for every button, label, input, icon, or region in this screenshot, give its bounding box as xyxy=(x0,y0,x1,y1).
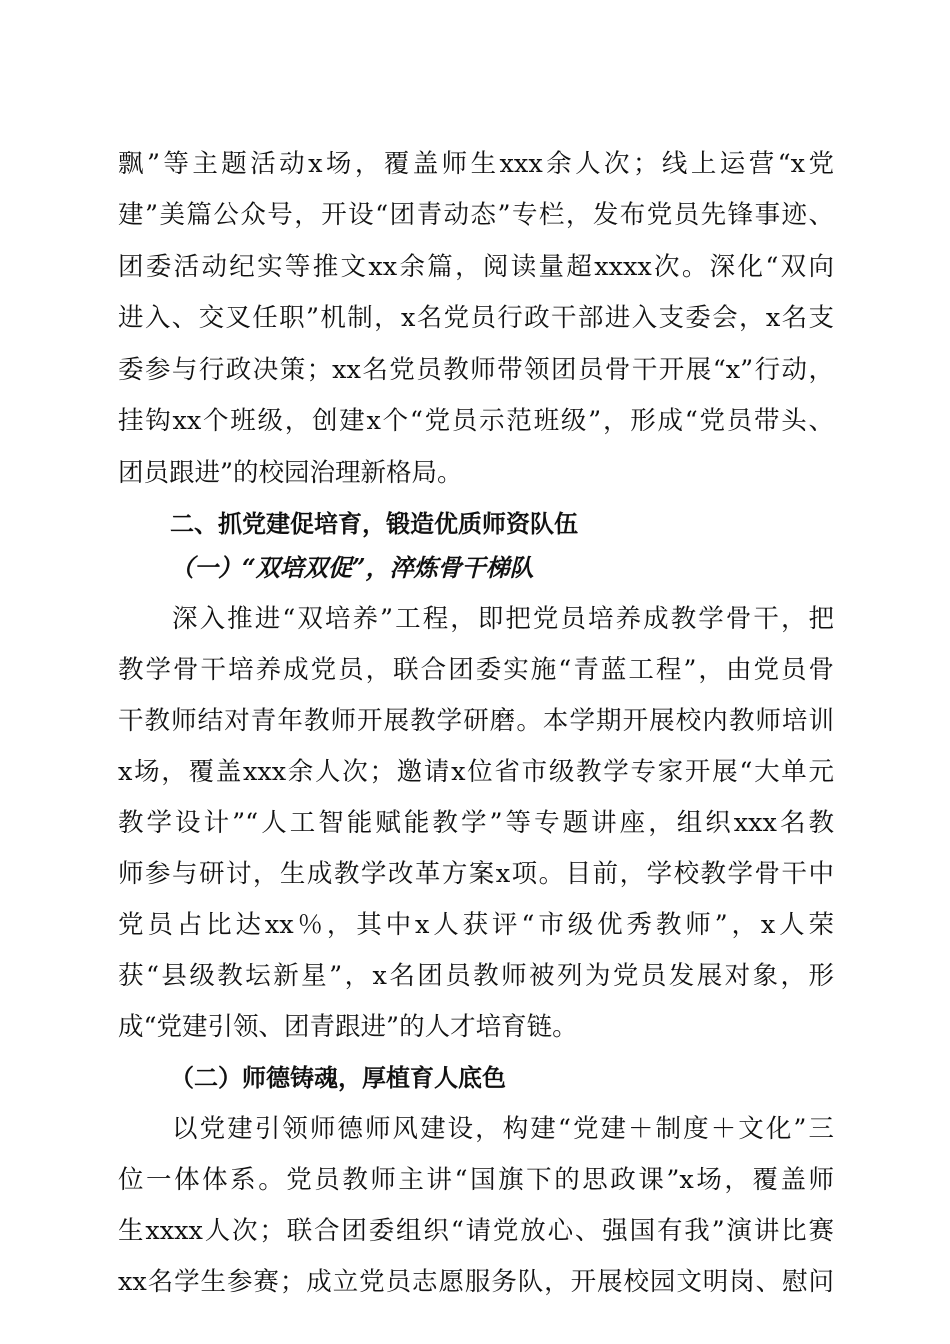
sub2-line-4: xx名学生参赛；成立党员志愿服务队，开展校园文明岗、慰问 xyxy=(118,1267,834,1297)
sub1-line-4: x场，覆盖xxx余人次；邀请x位省市级教学专家开展“大单元 xyxy=(118,757,834,787)
para1-line-4: 进入、交叉任职”机制，x名党员行政干部进入支委会，x名支 xyxy=(118,303,834,333)
section-heading: 二、抓党建促培育，锻造优质师资队伍 xyxy=(170,510,578,538)
sub1-line-6: 师参与研讨，生成教学改革方案x项。目前，学校教学骨干中 xyxy=(118,859,834,889)
subsection-heading-2: （二）师德铸魂，厚植育人底色 xyxy=(170,1063,506,1092)
sub1-line-9: 成“党建引领、团青跟进”的人才培育链。 xyxy=(118,1012,578,1042)
para1-line-7: 团员跟进”的校园治理新格局。 xyxy=(118,458,463,488)
sub1-line-7: 党员占比达xx％，其中x人获评“市级优秀教师”，x人荣 xyxy=(118,910,834,940)
subsection-heading-1: （一）“双培双促”，淬炼骨干梯队 xyxy=(170,553,534,582)
para1-line-3: 团委活动纪实等推文xx余篇，阅读量超xxxx次。深化“双向 xyxy=(118,252,834,282)
para1-line-5: 委参与行政决策；xx名党员教师带领团员骨干开展“x”行动， xyxy=(118,355,834,385)
sub1-line-3: 干教师结对青年教师开展教学研磨。本学期开展校内教师培训 xyxy=(118,706,834,736)
sub2-line-1: 以党建引领师德师风建设，构建“党建＋制度＋文化”三 xyxy=(170,1114,834,1144)
sub1-line-1: 深入推进“双培养”工程，即把党员培养成教学骨干，把 xyxy=(170,604,834,634)
sub1-line-8: 获“县级教坛新星”，x名团员教师被列为党员发展对象，形 xyxy=(118,961,834,991)
sub2-line-3: 生xxxx人次；联合团委组织“请党放心、强国有我”演讲比赛 xyxy=(118,1216,834,1246)
sub1-line-5: 教学设计”“人工智能赋能教学”等专题讲座，组织xxx名教 xyxy=(118,808,834,838)
sub2-line-2: 位一体体系。党员教师主讲“国旗下的思政课”x场，覆盖师 xyxy=(118,1165,834,1195)
para1-line-1: 飘”等主题活动x场，覆盖师生xxx余人次；线上运营“x党 xyxy=(118,149,834,179)
para1-line-2: 建”美篇公众号，开设“团青动态”专栏，发布党员先锋事迹、 xyxy=(118,200,834,230)
para1-line-6: 挂钩xx个班级，创建x个“党员示范班级”，形成“党员带头、 xyxy=(118,406,834,436)
sub1-line-2: 教学骨干培养成党员，联合团委实施“青蓝工程”，由党员骨 xyxy=(118,655,834,685)
